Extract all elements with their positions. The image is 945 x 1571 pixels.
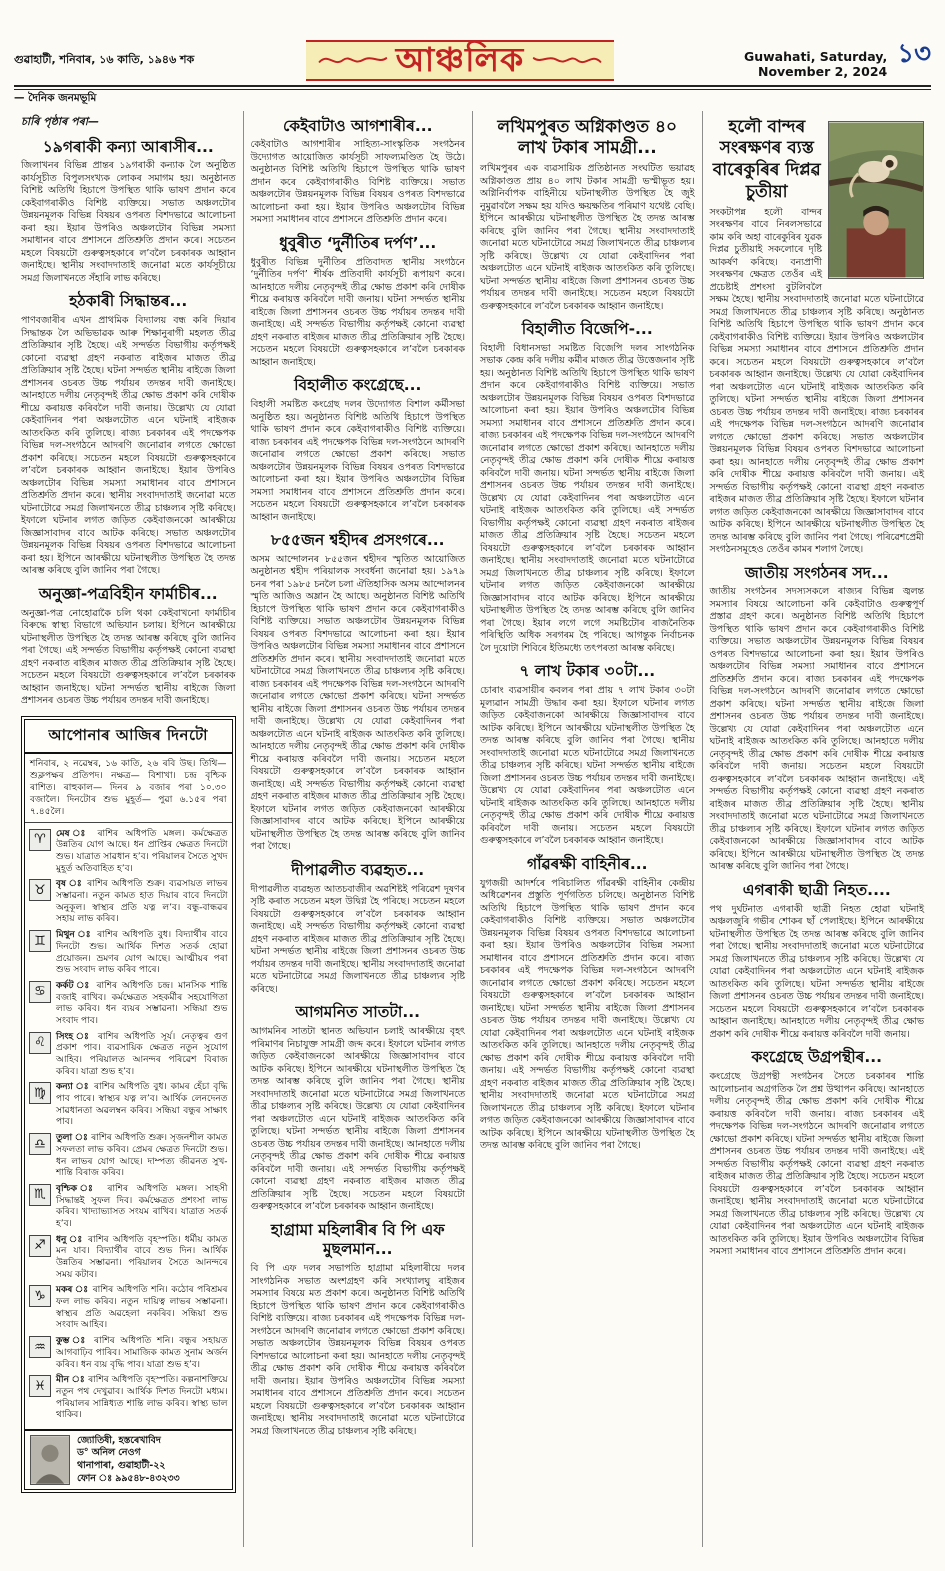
astrologer-name: ড° অনিল নেওগ	[77, 1447, 141, 1459]
virgo-icon: ♍	[29, 1082, 51, 1104]
article-body: যুগজয়ী আদৰ্শৰে পৰিচালিত গাঁৱৰক্ষী বাহিনীৰ কেন্দ্ৰীয় অধিৱেশনৰ প্ৰস্তুতি পূৰ্ণগতিত চলিছে। অনুষ্ঠানত বিশিষ্ট অতিথি হিচাপে উপস্থিত থাকি ভাষণ প্ৰদান কৰে কেইবাগৰাকীও বিশিষ্ট ব্যক্তিয়ে। সভাত অঞ্চলটোৰ উন্নয়নমূলক বিভিন্ন বিষয়ৰ ওপৰত বিশদভাৱে আলোচনা কৰা হয়। ইয়াৰ উপৰিও অঞ্চলটোৰ বিভিন্ন সমস্যা সমাধানৰ বাবে প্ৰশাসনে প্ৰতিশ্ৰুতি প্ৰদান কৰে। ৰাজ্য চৰকাৰৰ এই পদক্ষেপক বিভিন্ন দল-সংগঠনে আদৰণি জনোৱাৰ লগতে ক্ষোভো প্ৰকাশ কৰিছে। সচেতন মহলে বিষয়টো গুৰুত্বসহকাৰে ল’বলৈ চৰকাৰক আহ্বান জনাইছে। ঘটনা সন্দৰ্ভত স্থানীয় ৰাইজে জিলা প্ৰশাসনৰ ওচৰত উচ্চ পৰ্যায়ৰ তদন্তৰ দাবী জনাইছে। উল্লেখ্য যে যোৱা কেইবাদিনৰ পৰা অঞ্চলটোত এনে ঘটনাই ৰাইজক আতংকিত কৰি তুলিছে। আনহাতে দলীয় নেতৃবৃন্দই তীব্ৰ ক্ষোভ প্ৰকাশ কৰি দোষীক শীঘ্ৰে কৰায়ত্ত কৰিবলৈ দাবী জনায়। এই সন্দৰ্ভত বিভাগীয় কৰ্তৃপক্ষই কোনো ব্যৱস্থা গ্ৰহণ নকৰাত ৰাইজৰ মাজত তীব্ৰ প্ৰতিক্ৰিয়াৰ সৃষ্টি হৈছে। স্থানীয় সংবাদদাতাই জনোৱা মতে ঘটনাটোৱে সমগ্ৰ জিলাখনতে তীব্ৰ চাঞ্চল্যৰ সৃষ্টি কৰিছে। ইফালে ঘটনাৰ লগত জড়িত কেইবাজনকো আৰক্ষীয়ে জিজ্ঞাসাবাদৰ বাবে আটক কৰিছে। ইপিনে আৰক্ষীয়ে ঘটনাস্থলীত উপস্থিত হৈ তদন্ত আৰম্ভ কৰিছে বুলি জানিব পৰা গৈছে।	[480, 877, 695, 1152]
header-rule	[14, 85, 931, 90]
horoscope-entries	[25, 823, 232, 1429]
zodiac-sign: কৰ্কট ঃ	[56, 981, 96, 991]
article	[710, 881, 925, 1041]
article-headline: ১৯গৰাকী কন্যা আৰাসীৰ...	[42, 137, 214, 156]
article	[251, 234, 466, 369]
article-body: ধুবুৰীত বিভিন্ন দুৰ্নীতিৰ প্ৰতিবাদত স্থানীয় সংগঠনে ‘দুৰ্নীতিৰ দৰ্পণ’ শীৰ্ষক প্ৰতিবাদী কাৰ্যসূচী ৰূপায়ণ কৰে। আনহাতে দলীয় নেতৃবৃন্দই তীব্ৰ ক্ষোভ প্ৰকাশ কৰি দোষীক শীঘ্ৰে কৰায়ত্ত কৰিবলৈ দাবী জনায়। ঘটনা সন্দৰ্ভত স্থানীয় ৰাইজে জিলা প্ৰশাসনৰ ওচৰত উচ্চ পৰ্যায়ৰ তদন্তৰ দাবী জনাইছে। এই সন্দৰ্ভত বিভাগীয় কৰ্তৃপক্ষই কোনো ব্যৱস্থা গ্ৰহণ নকৰাত ৰাইজৰ মাজত তীব্ৰ প্ৰতিক্ৰিয়াৰ সৃষ্টি হৈছে। সচেতন মহলে বিষয়টো গুৰুত্বসহকাৰে ল’বলৈ চৰকাৰক আহ্বান জনাইছে।	[250, 256, 465, 368]
astrologer-block	[25, 1429, 232, 1489]
article	[480, 662, 695, 847]
article-body: অনুজ্ঞা-পত্ৰ নোহোৱাকৈ চলি থকা কেইবাখনো ফাৰ্মাচীৰ বিৰুদ্ধে স্বাস্থ্য বিভাগে অভিযান চলায়। ইপিনে আৰক্ষীয়ে ঘটনাস্থলীত উপস্থিত হৈ তদন্ত আৰম্ভ কৰিছে বুলি জানিব পৰা গৈছে। এই সন্দৰ্ভত বিভাগীয় কৰ্তৃপক্ষই কোনো ব্যৱস্থা গ্ৰহণ নকৰাত ৰাইজৰ মাজত তীব্ৰ প্ৰতিক্ৰিয়াৰ সৃষ্টি হৈছে। সচেতন মহলে বিষয়টো গুৰুত্বসহকাৰে ল’বলৈ চৰকাৰক আহ্বান জনাইছে। ঘটনা সন্দৰ্ভত স্থানীয় ৰাইজে জিলা প্ৰশাসনৰ ওচৰত উচ্চ পৰ্যায়ৰ তদন্তৰ দাবী জনাইছে।	[21, 607, 236, 707]
zodiac-entry	[29, 879, 228, 926]
zodiac-sign: তুলা ঃ	[56, 1133, 91, 1143]
article-body: পথ দুৰ্ঘটনাত এগৰাকী ছাত্ৰী নিহত হোৱা ঘটনাই অঞ্চলজুৰি গভীৰ শোকৰ ছাঁ পেলাইছে। ইপিনে আৰক্ষীয়ে ঘটনাস্থলীত উপস্থিত হৈ তদন্ত আৰম্ভ কৰিছে বুলি জানিব পৰা গৈছে। স্থানীয় সংবাদদাতাই জনোৱা মতে ঘটনাটোৱে সমগ্ৰ জিলাখনতে তীব্ৰ চাঞ্চল্যৰ সৃষ্টি কৰিছে। উল্লেখ্য যে যোৱা কেইবাদিনৰ পৰা অঞ্চলটোত এনে ঘটনাই ৰাইজক আতংকিত কৰি তুলিছে। ঘটনা সন্দৰ্ভত স্থানীয় ৰাইজে জিলা প্ৰশাসনৰ ওচৰত উচ্চ পৰ্যায়ৰ তদন্তৰ দাবী জনাইছে। সচেতন মহলে বিষয়টো গুৰুত্বসহকাৰে ল’বলৈ চৰকাৰক আহ্বান জনাইছে। আনহাতে দলীয় নেতৃবৃন্দই তীব্ৰ ক্ষোভ প্ৰকাশ কৰি দোষীক শীঘ্ৰে কৰায়ত্ত কৰিবলৈ দাবী জনায়।	[709, 903, 924, 1040]
zodiac-text: ৰাশিৰ অধিপতি শুক্ৰ। সৃজনশীল কামত সফলতা লাভ কৰিব। প্ৰেমৰ ক্ষেত্ৰত দিনটো শুভ। ধন লাভৰ যোগ আছে। দাম্পত্য জীৱনত সুখ-শান্তি বিৰাজ কৰিব।	[56, 1133, 228, 1179]
zodiac-entry	[29, 1336, 228, 1371]
date-english: Guwahati, Saturday, November 2, 2024	[743, 49, 888, 80]
zodiac-sign: কুম্ভ ঃ	[56, 1336, 94, 1346]
libra-icon: ♎	[29, 1133, 51, 1155]
article	[251, 1221, 466, 1439]
article-body: সংকটাপন্ন হলৌ বান্দৰ সংৰক্ষণৰ বাবে নিৰলসভাৱে কাম কৰি অহা বাৰেকুৰিৰ যুৱক দিপ্লৱ চুতীয়াই সকলোৰে দৃষ্টি আকৰ্ষণ কৰিছে। বন্যপ্ৰাণী সংৰক্ষণৰ ক্ষেত্ৰত তেওঁৰ এই প্ৰচেষ্টাই প্ৰশংসা বুটলিবলৈ সক্ষম হৈছে। স্থানীয় সংবাদদাতাই জনোৱা মতে ঘটনাটোৱে সমগ্ৰ জিলাখনতে তীব্ৰ চাঞ্চল্যৰ সৃষ্টি কৰিছে। অনুষ্ঠানত বিশিষ্ট অতিথি হিচাপে উপস্থিত থাকি ভাষণ প্ৰদান কৰে কেইবাগৰাকীও বিশিষ্ট ব্যক্তিয়ে। ইয়াৰ উপৰিও অঞ্চলটোৰ বিভিন্ন সমস্যা সমাধানৰ বাবে প্ৰশাসনে প্ৰতিশ্ৰুতি প্ৰদান কৰে। সচেতন মহলে বিষয়টো গুৰুত্বসহকাৰে ল’বলৈ চৰকাৰক আহ্বান জনাইছে। উল্লেখ্য যে যোৱা কেইবাদিনৰ পৰা অঞ্চলটোত এনে ঘটনাই ৰাইজক আতংকিত কৰি তুলিছে। ঘটনা সন্দৰ্ভত স্থানীয় ৰাইজে জিলা প্ৰশাসনৰ ওচৰত উচ্চ পৰ্যায়ৰ তদন্তৰ দাবী জনাইছে। ৰাজ্য চৰকাৰৰ এই পদক্ষেপক বিভিন্ন দল-সংগঠনে আদৰণি জনোৱাৰ লগতে ক্ষোভো প্ৰকাশ কৰিছে। সভাত অঞ্চলটোৰ উন্নয়নমূলক বিভিন্ন বিষয়ৰ ওপৰত বিশদভাৱে আলোচনা কৰা হয়। আনহাতে দলীয় নেতৃবৃন্দই তীব্ৰ ক্ষোভ প্ৰকাশ কৰি দোষীক শীঘ্ৰে কৰায়ত্ত কৰিবলৈ দাবী জনায়। এই সন্দৰ্ভত বিভাগীয় কৰ্তৃপক্ষই কোনো ব্যৱস্থা গ্ৰহণ নকৰাত ৰাইজৰ মাজত তীব্ৰ প্ৰতিক্ৰিয়াৰ সৃষ্টি হৈছে। ইফালে ঘটনাৰ লগত জড়িত কেইবাজনকো আৰক্ষীয়ে জিজ্ঞাসাবাদৰ বাবে আটক কৰিছে। ইপিনে আৰক্ষীয়ে ঘটনাস্থলীত উপস্থিত হৈ তদন্ত আৰম্ভ কৰিছে বুলি জানিব পৰা গৈছে। পৰিৱেশপ্ৰেমী সংগঠনসমূহেও তেওঁৰ কামৰ শলাগ লৈছে।	[709, 206, 924, 556]
article-headline: বিহালীত বিজেপি-...	[521, 320, 653, 339]
zodiac-text: ৰাশিৰ অধিপতি সূৰ্য। নেতৃত্বৰ গুণ প্ৰকাশ পাব। ব্যৱসায়িক ক্ষেত্ৰত নতুন সুযোগ আহিব। পৰিয়ালত আনন্দৰ পৰিৱেশ বিৰাজ কৰিব। যাত্ৰা শুভ হ’ব।	[56, 1031, 228, 1077]
scorpio-icon: ♏	[29, 1184, 51, 1206]
article-body: চোৰাং ব্যৱসায়ীৰ কবলৰ পৰা প্ৰায় ৭ লাখ টকাৰ ৩০টা মূল্যৱান সামগ্ৰী উদ্ধাৰ কৰা হয়। ইফালে ঘটনাৰ লগত জড়িত কেইবাজনকো আৰক্ষীয়ে জিজ্ঞাসাবাদৰ বাবে আটক কৰিছে। ইপিনে আৰক্ষীয়ে ঘটনাস্থলীত উপস্থিত হৈ তদন্ত আৰম্ভ কৰিছে বুলি জানিব পৰা গৈছে। স্থানীয় সংবাদদাতাই জনোৱা মতে ঘটনাটোৱে সমগ্ৰ জিলাখনতে তীব্ৰ চাঞ্চল্যৰ সৃষ্টি কৰিছে। ঘটনা সন্দৰ্ভত স্থানীয় ৰাইজে জিলা প্ৰশাসনৰ ওচৰত উচ্চ পৰ্যায়ৰ তদন্তৰ দাবী জনাইছে। উল্লেখ্য যে যোৱা কেইবাদিনৰ পৰা অঞ্চলটোত এনে ঘটনাই ৰাইজক আতংকিত কৰি তুলিছে। আনহাতে দলীয় নেতৃবৃন্দই তীব্ৰ ক্ষোভ প্ৰকাশ কৰি দোষীক শীঘ্ৰে কৰায়ত্ত কৰিবলৈ দাবী জনায়। সচেতন মহলে বিষয়টো গুৰুত্বসহকাৰে ল’বলৈ চৰকাৰক আহ্বান জনাইছে।	[480, 685, 695, 847]
article-headline: দীপাৱলীত ব্যৱহৃত...	[291, 860, 425, 879]
sagittarius-icon: ♐	[29, 1235, 51, 1257]
zodiac-sign: মীন ঃ	[56, 1375, 88, 1385]
article-body: কেইবাটাও আগশাৰীৰ সাহিত্য-সাংস্কৃতিক সংগঠনৰ উদ্যোগত আয়োজিত কাৰ্যসূচী সাফল্যমণ্ডিত হৈ উঠে। অনুষ্ঠানত বিশিষ্ট অতিথি হিচাপে উপস্থিত থাকি ভাষণ প্ৰদান কৰে কেইবাগৰাকীও বিশিষ্ট ব্যক্তিয়ে। সভাত অঞ্চলটোৰ উন্নয়নমূলক বিভিন্ন বিষয়ৰ ওপৰত বিশদভাৱে আলোচনা কৰা হয়। ইয়াৰ উপৰিও অঞ্চলটোৰ বিভিন্ন সমস্যা সমাধানৰ বাবে প্ৰশাসনে প্ৰতিশ্ৰুতি প্ৰদান কৰে।	[250, 139, 465, 226]
column-4	[702, 111, 932, 1547]
article	[251, 1003, 466, 1213]
article-body: লখিমপুৰৰ এক ব্যৱসায়িক প্ৰতিষ্ঠানত সংঘটিত ভয়াৱহ অগ্নিকাণ্ডত প্ৰায় ৪০ লাখ টকাৰ সামগ্ৰী ভস্মীভূত হয়। অগ্নিনিৰ্বাপক বাহিনীয়ে ঘটনাস্থলীত উপস্থিত হৈ জুই নুমুৱাবলৈ সক্ষম হয় যদিও ক্ষয়ক্ষতিৰ পৰিমাণ যথেষ্ট বেছি। ইপিনে আৰক্ষীয়ে ঘটনাস্থলীত উপস্থিত হৈ তদন্ত আৰম্ভ কৰিছে বুলি জানিব পৰা গৈছে। স্থানীয় সংবাদদাতাই জনোৱা মতে ঘটনাটোৱে সমগ্ৰ জিলাখনতে তীব্ৰ চাঞ্চল্যৰ সৃষ্টি কৰিছে। উল্লেখ্য যে যোৱা কেইবাদিনৰ পৰা অঞ্চলটোত এনে ঘটনাই ৰাইজক আতংকিত কৰি তুলিছে। ঘটনা সন্দৰ্ভত স্থানীয় ৰাইজে জিলা প্ৰশাসনৰ ওচৰত উচ্চ পৰ্যায়ৰ তদন্তৰ দাবী জনাইছে। সচেতন মহলে বিষয়টো গুৰুত্বসহকাৰে ল’বলৈ চৰকাৰক আহ্বান জনাইছে।	[480, 163, 695, 312]
article-body: জিলাখনৰ বিভিন্ন প্ৰান্তৰ ১৯গৰাকী কন্যাক লৈ অনুষ্ঠিত কাৰ্যসূচীত বিপুলসংখ্যক লোকৰ সমাগম হয়। অনুষ্ঠানত বিশিষ্ট অতিথি হিচাপে উপস্থিত থাকি ভাষণ প্ৰদান কৰে কেইবাগৰাকীও বিশিষ্ট ব্যক্তিয়ে। সভাত অঞ্চলটোৰ উন্নয়নমূলক বিভিন্ন বিষয়ৰ ওপৰত বিশদভাৱে আলোচনা কৰা হয়। ইয়াৰ উপৰিও অঞ্চলটোৰ বিভিন্ন সমস্যা সমাধানৰ বাবে প্ৰশাসনে প্ৰতিশ্ৰুতি প্ৰদান কৰে। সচেতন মহলে বিষয়টো গুৰুত্বসহকাৰে ল’বলৈ চৰকাৰক আহ্বান জনাইছে। স্থানীয় সংবাদদাতাই জনোৱা মতে কাৰ্যসূচীয়ে সমগ্ৰ জিলাখনতে সঁহাৰি লাভ কৰিছে।	[21, 160, 236, 284]
article-body: বিহালী সমষ্টিত কংগ্ৰেছ দলৰ উদ্যোগত বিশাল কৰ্মীসভা অনুষ্ঠিত হয়। অনুষ্ঠানত বিশিষ্ট অতিথি হিচাপে উপস্থিত থাকি ভাষণ প্ৰদান কৰে কেইবাগৰাকীও বিশিষ্ট ব্যক্তিয়ে। ৰাজ্য চৰকাৰৰ এই পদক্ষেপক বিভিন্ন দল-সংগঠনে আদৰণি জনোৱাৰ লগতে ক্ষোভো প্ৰকাশ কৰিছে। সভাত অঞ্চলটোৰ উন্নয়নমূলক বিভিন্ন বিষয়ৰ ওপৰত বিশদভাৱে আলোচনা কৰা হয়। ইয়াৰ উপৰিও অঞ্চলটোৰ বিভিন্ন সমস্যা সমাধানৰ বাবে প্ৰশাসনে প্ৰতিশ্ৰুতি প্ৰদান কৰে। সচেতন মহলে বিষয়টো গুৰুত্বসহকাৰে ল’বলৈ চৰকাৰক আহ্বান জনাইছে।	[250, 399, 465, 523]
article-body: আগমনিৰ সাতটা স্থানত অভিযান চলাই আৰক্ষীয়ে বৃহৎ পৰিমাণৰ নিচাযুক্ত সামগ্ৰী জব্দ কৰে। ইফালে ঘটনাৰ লগত জড়িত কেইবাজনকো আৰক্ষীয়ে জিজ্ঞাসাবাদৰ বাবে আটক কৰিছে। ইপিনে আৰক্ষীয়ে ঘটনাস্থলীত উপস্থিত হৈ তদন্ত আৰম্ভ কৰিছে বুলি জানিব পৰা গৈছে। স্থানীয় সংবাদদাতাই জনোৱা মতে ঘটনাটোৱে সমগ্ৰ জিলাখনতে তীব্ৰ চাঞ্চল্যৰ সৃষ্টি কৰিছে। উল্লেখ্য যে যোৱা কেইবাদিনৰ পৰা অঞ্চলটোত এনে ঘটনাই ৰাইজক আতংকিত কৰি তুলিছে। ঘটনা সন্দৰ্ভত স্থানীয় ৰাইজে জিলা প্ৰশাসনৰ ওচৰত উচ্চ পৰ্যায়ৰ তদন্তৰ দাবী জনাইছে। আনহাতে দলীয় নেতৃবৃন্দই তীব্ৰ ক্ষোভ প্ৰকাশ কৰি দোষীক শীঘ্ৰে কৰায়ত্ত কৰিবলৈ দাবী জনায়। এই সন্দৰ্ভত বিভাগীয় কৰ্তৃপক্ষই কোনো ব্যৱস্থা গ্ৰহণ নকৰাত ৰাইজৰ মাজত তীব্ৰ প্ৰতিক্ৰিয়াৰ সৃষ্টি হৈছে। সচেতন মহলে বিষয়টো গুৰুত্বসহকাৰে ল’বলৈ চৰকাৰক আহ্বান জনাইছে।	[250, 1026, 465, 1213]
article-body: দীপাৱলীত ব্যৱহৃত আতচবাজীৰ অৱশিষ্টই পৰিৱেশ দূষণৰ সৃষ্টি কৰাত সচেতন মহল উদ্বিগ্ন হৈ পৰিছে। সচেতন মহলে বিষয়টো গুৰুত্বসহকাৰে ল’বলৈ চৰকাৰক আহ্বান জনাইছে। এই সন্দৰ্ভত বিভাগীয় কৰ্তৃপক্ষই কোনো ব্যৱস্থা গ্ৰহণ নকৰাত ৰাইজৰ মাজত তীব্ৰ প্ৰতিক্ৰিয়াৰ সৃষ্টি হৈছে। ঘটনা সন্দৰ্ভত স্থানীয় ৰাইজে জিলা প্ৰশাসনৰ ওচৰত উচ্চ পৰ্যায়ৰ তদন্তৰ দাবী জনাইছে। স্থানীয় সংবাদদাতাই জনোৱা মতে ঘটনাটোৱে সমগ্ৰ জিলাখনতে তীব্ৰ চাঞ্চল্যৰ সৃষ্টি কৰিছে।	[250, 883, 465, 995]
article-body: অসম আন্দোলনৰ ৮৫৫জন শ্বহীদৰ স্মৃতিত আয়োজিত অনুষ্ঠানত শ্বহীদ পৰিয়ালক সংবৰ্ধনা জনোৱা হয়। ১৯৭৯ চনৰ পৰা ১৯৮৫ চনলৈ চলা ঐতিহাসিক অসম আন্দোলনৰ স্মৃতি আজিও অম্লান হৈ আছে। অনুষ্ঠানত বিশিষ্ট অতিথি হিচাপে উপস্থিত থাকি ভাষণ প্ৰদান কৰে কেইবাগৰাকীও বিশিষ্ট ব্যক্তিয়ে। সভাত অঞ্চলটোৰ উন্নয়নমূলক বিভিন্ন বিষয়ৰ ওপৰত বিশদভাৱে আলোচনা কৰা হয়। ইয়াৰ উপৰিও অঞ্চলটোৰ বিভিন্ন সমস্যা সমাধানৰ বাবে প্ৰশাসনে প্ৰতিশ্ৰুতি প্ৰদান কৰে। স্থানীয় সংবাদদাতাই জনোৱা মতে ঘটনাটোৱে সমগ্ৰ জিলাখনতে তীব্ৰ চাঞ্চল্যৰ সৃষ্টি কৰিছে। ৰাজ্য চৰকাৰৰ এই পদক্ষেপক বিভিন্ন দল-সংগঠনে আদৰণি জনোৱাৰ লগতে ক্ষোভো প্ৰকাশ কৰিছে। ঘটনা সন্দৰ্ভত স্থানীয় ৰাইজে জিলা প্ৰশাসনৰ ওচৰত উচ্চ পৰ্যায়ৰ তদন্তৰ দাবী জনাইছে। উল্লেখ্য যে যোৱা কেইবাদিনৰ পৰা অঞ্চলটোত এনে ঘটনাই ৰাইজক আতংকিত কৰি তুলিছে। আনহাতে দলীয় নেতৃবৃন্দই তীব্ৰ ক্ষোভ প্ৰকাশ কৰি দোষীক শীঘ্ৰে কৰায়ত্ত কৰিবলৈ দাবী জনায়। সচেতন মহলে বিষয়টো গুৰুত্বসহকাৰে ল’বলৈ চৰকাৰক আহ্বান জনাইছে। এই সন্দৰ্ভত বিভাগীয় কৰ্তৃপক্ষই কোনো ব্যৱস্থা গ্ৰহণ নকৰাত ৰাইজৰ মাজত তীব্ৰ প্ৰতিক্ৰিয়াৰ সৃষ্টি হৈছে। ইফালে ঘটনাৰ লগত জড়িত কেইবাজনকো আৰক্ষীয়ে জিজ্ঞাসাবাদৰ বাবে আটক কৰিছে। ইপিনে আৰক্ষীয়ে ঘটনাস্থলীত উপস্থিত হৈ তদন্ত আৰম্ভ কৰিছে বুলি জানিব পৰা গৈছে।	[250, 553, 465, 853]
article-headline: অনুজ্ঞা-পত্ৰবিহীন ফাৰ্মাচীৰ...	[38, 584, 218, 603]
zodiac-entry	[29, 1082, 228, 1129]
article-headline: ৮৫৫জন শ্বহীদৰ প্ৰসংগৰে...	[270, 531, 445, 550]
article-headline: গাঁৱৰক্ষী বাহিনীৰ...	[526, 854, 648, 873]
gemini-icon: ♊	[29, 930, 51, 952]
article	[710, 564, 925, 874]
article	[21, 585, 236, 708]
zodiac-entry	[29, 1184, 228, 1231]
taurus-icon: ♉	[29, 879, 51, 901]
article	[251, 376, 466, 524]
article-headline: ধুবুৰীত ‘দুৰ্নীতিৰ দৰ্পণ’...	[279, 233, 437, 252]
article-body: বিহালী বিধানসভা সমষ্টিত বিজেপি দলৰ সাংগঠনিক সভাক কেন্দ্ৰ কৰি দলীয় কৰ্মীৰ মাজত তীব্ৰ উত্তেজনাৰ সৃষ্টি হয়। অনুষ্ঠানত বিশিষ্ট অতিথি হিচাপে উপস্থিত থাকি ভাষণ প্ৰদান কৰে কেইবাগৰাকীও বিশিষ্ট ব্যক্তিয়ে। সভাত অঞ্চলটোৰ উন্নয়নমূলক বিভিন্ন বিষয়ৰ ওপৰত বিশদভাৱে আলোচনা কৰা হয়। ইয়াৰ উপৰিও অঞ্চলটোৰ বিভিন্ন সমস্যা সমাধানৰ বাবে প্ৰশাসনে প্ৰতিশ্ৰুতি প্ৰদান কৰে। ৰাজ্য চৰকাৰৰ এই পদক্ষেপক বিভিন্ন দল-সংগঠনে আদৰণি জনোৱাৰ লগতে ক্ষোভো প্ৰকাশ কৰিছে। আনহাতে দলীয় নেতৃবৃন্দই তীব্ৰ ক্ষোভ প্ৰকাশ কৰি দোষীক শীঘ্ৰে কৰায়ত্ত কৰিবলৈ দাবী জনায়। ঘটনা সন্দৰ্ভত স্থানীয় ৰাইজে জিলা প্ৰশাসনৰ ওচৰত উচ্চ পৰ্যায়ৰ তদন্তৰ দাবী জনাইছে। উল্লেখ্য যে যোৱা কেইবাদিনৰ পৰা অঞ্চলটোত এনে ঘটনাই ৰাইজক আতংকিত কৰি তুলিছে। এই সন্দৰ্ভত বিভাগীয় কৰ্তৃপক্ষই কোনো ব্যৱস্থা গ্ৰহণ নকৰাত ৰাইজৰ মাজত তীব্ৰ প্ৰতিক্ৰিয়াৰ সৃষ্টি হৈছে। সচেতন মহলে বিষয়টো গুৰুত্বসহকাৰে ল’বলৈ চৰকাৰক আহ্বান জনাইছে। স্থানীয় সংবাদদাতাই জনোৱা মতে ঘটনাটোৱে সমগ্ৰ জিলাখনতে তীব্ৰ চাঞ্চল্যৰ সৃষ্টি কৰিছে। ইফালে ঘটনাৰ লগত জড়িত কেইবাজনকো আৰক্ষীয়ে জিজ্ঞাসাবাদৰ বাবে আটক কৰিছে। ইপিনে আৰক্ষীয়ে ঘটনাস্থলীত উপস্থিত হৈ তদন্ত আৰম্ভ কৰিছে বুলি জানিব পৰা গৈছে। ইয়াৰ লগে লগে সমষ্টিটোৰ ৰাজনৈতিক পৰিস্থিতি অধিক সৰগৰম হৈ পৰিছে। আগন্তুক নিৰ্বাচনক লৈ দুয়োটা শিবিৰে ইতিমধ্যে তৎপৰতা আৰম্ভ কৰিছে।	[480, 342, 695, 654]
paper-name: — দৈনিক জনমভূমি	[14, 91, 97, 104]
zodiac-text: ৰাশিৰ অধিপতি বুধ। কামৰ হেঁচা বৃদ্ধি পাব পাৰে। স্বাস্থ্যৰ যত্ন ল’ব। আৰ্থিক লেনদেনত সাৱধানতা অৱলম্বন কৰিব। সন্ধিয়া বন্ধুৰ সাক্ষাৎ পাব।	[56, 1082, 228, 1128]
page-number: ১৩	[897, 39, 931, 70]
continuation-note: চাৰি পৃষ্ঠাৰ পৰা—	[21, 114, 99, 128]
article	[251, 531, 466, 854]
zodiac-text: ৰাশিৰ অধিপতি মঙ্গল। সাহসী সিদ্ধান্তই সুফল দিব। কৰ্মক্ষেত্ৰত প্ৰশংসা লাভ কৰিব। খাদ্যাভ্যাসত সংযম ৰাখিব। যাত্ৰাত সতৰ্ক হ’ব।	[56, 1183, 228, 1229]
zodiac-entry	[29, 1375, 228, 1422]
zodiac-text: ৰাশিৰ অধিপতি শনি। কঠোৰ পৰিশ্ৰমৰ ফল লাভ কৰিব। নতুন দায়িত্ব লাভৰ সম্ভাৱনা। স্বাস্থ্যৰ প্ৰতি অৱহেলা নকৰিব। সন্ধিয়া শুভ সংবাদ আহিব।	[56, 1285, 228, 1331]
header-right	[681, 41, 931, 79]
zodiac-text: ৰাশিৰ অধিপতি মঙ্গল। কৰ্মক্ষেত্ৰত উন্নতিৰ যোগ আছে। ধন প্ৰাপ্তিৰ ক্ষেত্ৰত দিনটো শুভ। যাত্ৰাত সাৱধান হ’ব। পৰিয়ালৰ সৈতে সুখদ মুহূৰ্ত অতিবাহিত হ’ব।	[56, 828, 228, 874]
article	[480, 320, 695, 655]
zodiac-text: ৰাশিৰ অধিপতি শনি। বন্ধুৰ সহায়ত আগবাঢ়িব পাৰিব। সামাজিক কামত সুনাম অৰ্জন কৰিব। ধন ব্যয় বৃদ্ধি পাব। যাত্ৰা শুভ হ’ব।	[56, 1336, 228, 1370]
article	[480, 117, 695, 314]
masthead-title: আঞ্চলিক	[395, 40, 525, 79]
horoscope-box	[21, 716, 236, 1494]
horoscope-intro: শনিবাৰ, ২ নৱেম্বৰ, ১৬ কাতি, ২৬ ৰবি উছ। তিথি— শুক্লপক্ষৰ প্ৰতিপদ। নক্ষত্ৰ— বিশাখা। চন্দ্ৰ বৃশ্চিক ৰাশিত। ৰাহুকাল— দিনৰ ৯ বজাৰ পৰা ১০.৩০ বজালৈ। দিনটোৰ শুভ মুহূৰ্ত— পুৱা ৬.১৫ৰ পৰা ৭.৪৫লৈ।	[25, 754, 232, 823]
zodiac-sign: মেষ ঃ	[56, 829, 97, 839]
zodiac-text: ৰাশিৰ অধিপতি বুধ। বিদ্যাৰ্থীৰ বাবে দিনটো শুভ। আৰ্থিক দিশত সতৰ্ক হোৱা প্ৰয়োজন। ভ্ৰমণৰ যোগ আছে। আত্মীয়ৰ পৰা শুভ সংবাদ লাভ কৰিব পাৰে।	[56, 930, 228, 976]
masthead-ornament-left-icon	[316, 50, 388, 70]
capricorn-icon: ♑	[29, 1285, 51, 1307]
article	[480, 855, 695, 1153]
zodiac-sign: মকৰ ঃ	[56, 1285, 93, 1295]
zodiac-sign: সিংহ ঃ	[56, 1032, 98, 1042]
leo-icon: ♌	[29, 1032, 51, 1054]
column-3	[472, 111, 702, 1547]
article-body: জাতীয় সংগঠনৰ সদস্যসকলে ৰাজ্যৰ বিভিন্ন জ্বলন্ত সমস্যাৰ বিষয়ে আলোচনা কৰি কেইবাটাও গুৰুত্বপূৰ্ণ প্ৰস্তাৱ গ্ৰহণ কৰে। অনুষ্ঠানত বিশিষ্ট অতিথি হিচাপে উপস্থিত থাকি ভাষণ প্ৰদান কৰে কেইবাগৰাকীও বিশিষ্ট ব্যক্তিয়ে। সভাত অঞ্চলটোৰ উন্নয়নমূলক বিভিন্ন বিষয়ৰ ওপৰত বিশদভাৱে আলোচনা কৰা হয়। ইয়াৰ উপৰিও অঞ্চলটোৰ বিভিন্ন সমস্যা সমাধানৰ বাবে প্ৰশাসনে প্ৰতিশ্ৰুতি প্ৰদান কৰে। ৰাজ্য চৰকাৰৰ এই পদক্ষেপক বিভিন্ন দল-সংগঠনে আদৰণি জনোৱাৰ লগতে ক্ষোভো প্ৰকাশ কৰিছে। ঘটনা সন্দৰ্ভত স্থানীয় ৰাইজে জিলা প্ৰশাসনৰ ওচৰত উচ্চ পৰ্যায়ৰ তদন্তৰ দাবী জনাইছে। উল্লেখ্য যে যোৱা কেইবাদিনৰ পৰা অঞ্চলটোত এনে ঘটনাই ৰাইজক আতংকিত কৰি তুলিছে। আনহাতে দলীয় নেতৃবৃন্দই তীব্ৰ ক্ষোভ প্ৰকাশ কৰি দোষীক শীঘ্ৰে কৰায়ত্ত কৰিবলৈ দাবী জনায়। সচেতন মহলে বিষয়টো গুৰুত্বসহকাৰে ল’বলৈ চৰকাৰক আহ্বান জনাইছে। এই সন্দৰ্ভত বিভাগীয় কৰ্তৃপক্ষই কোনো ব্যৱস্থা গ্ৰহণ নকৰাত ৰাইজৰ মাজত তীব্ৰ প্ৰতিক্ৰিয়াৰ সৃষ্টি হৈছে। স্থানীয় সংবাদদাতাই জনোৱা মতে ঘটনাটোৱে সমগ্ৰ জিলাখনতে তীব্ৰ চাঞ্চল্যৰ সৃষ্টি কৰিছে। ইফালে ঘটনাৰ লগত জড়িত কেইবাজনকো আৰক্ষীয়ে জিজ্ঞাসাবাদৰ বাবে আটক কৰিছে। ইপিনে আৰক্ষীয়ে ঘটনাস্থলীত উপস্থিত হৈ তদন্ত আৰম্ভ কৰিছে বুলি জানিব পৰা গৈছে।	[709, 586, 924, 873]
article-headline: বিহালীত কংগ্ৰেছে...	[294, 376, 422, 395]
zodiac-sign: ধনু ঃ	[56, 1235, 88, 1245]
zodiac-sign: মিথুন ঃ	[56, 930, 97, 940]
article	[21, 138, 236, 286]
article-headline: কংগ্ৰেছে উগ্ৰপন্থীৰ...	[751, 1048, 883, 1067]
astrologer-title: জ্যোতিষী, হস্তৰেখাবিদ	[77, 1434, 161, 1446]
masthead-band	[306, 40, 614, 81]
article	[21, 292, 236, 577]
zodiac-sign: বৃশ্চিক ঃ	[56, 1184, 107, 1194]
zodiac-sign: বৃষ ঃ	[56, 879, 87, 889]
article-body: পাণবজাৰীৰ এখন প্ৰাথমিক বিদ্যালয় বন্ধ কৰি দিয়াৰ সিদ্ধান্তক লৈ অভিভাৱক আৰু শিক্ষানুৰাগী মহলত তীব্ৰ প্ৰতিক্ৰিয়াৰ সৃষ্টি হৈছে। এই সন্দৰ্ভত বিভাগীয় কৰ্তৃপক্ষই কোনো ব্যৱস্থা গ্ৰহণ নকৰাত ৰাইজৰ মাজত তীব্ৰ প্ৰতিক্ৰিয়াৰ সৃষ্টি হৈছে। ঘটনা সন্দৰ্ভত স্থানীয় ৰাইজে জিলা প্ৰশাসনৰ ওচৰত উচ্চ পৰ্যায়ৰ তদন্তৰ দাবী জনাইছে। আনহাতে দলীয় নেতৃবৃন্দই তীব্ৰ ক্ষোভ প্ৰকাশ কৰি দোষীক শীঘ্ৰে কৰায়ত্ত কৰিবলৈ দাবী জনায়। উল্লেখ্য যে যোৱা কেইবাদিনৰ পৰা অঞ্চলটোত এনে ঘটনাই ৰাইজক আতংকিত কৰি তুলিছে। ৰাজ্য চৰকাৰৰ এই পদক্ষেপক বিভিন্ন দল-সংগঠনে আদৰণি জনোৱাৰ লগতে ক্ষোভো প্ৰকাশ কৰিছে। সচেতন মহলে বিষয়টো গুৰুত্বসহকাৰে ল’বলৈ চৰকাৰক আহ্বান জনাইছে। ইয়াৰ উপৰিও অঞ্চলটোৰ বিভিন্ন সমস্যা সমাধানৰ বাবে প্ৰশাসনে প্ৰতিশ্ৰুতি প্ৰদান কৰে। স্থানীয় সংবাদদাতাই জনোৱা মতে ঘটনাটোৱে সমগ্ৰ জিলাখনতে তীব্ৰ চাঞ্চল্যৰ সৃষ্টি কৰিছে। ইফালে ঘটনাৰ লগত জড়িত কেইবাজনকো আৰক্ষীয়ে জিজ্ঞাসাবাদৰ বাবে আটক কৰিছে। সভাত অঞ্চলটোৰ উন্নয়নমূলক বিভিন্ন বিষয়ৰ ওপৰত বিশদভাৱে আলোচনা কৰা হয়। ইপিনে আৰক্ষীয়ে ঘটনাস্থলীত উপস্থিত হৈ তদন্ত আৰম্ভ কৰিছে বুলি জানিব পৰা গৈছে।	[21, 315, 236, 577]
zodiac-entry	[29, 1133, 228, 1180]
article-headline: জাতীয় সংগঠনৰ সদ...	[744, 563, 889, 582]
masthead-ornament-right-icon	[532, 50, 604, 70]
page-header	[14, 40, 931, 81]
zodiac-text: ৰাশিৰ অধিপতি চন্দ্ৰ। মানসিক শান্তি বজাই ৰাখিব। কৰ্মক্ষেত্ৰত সহকৰ্মীৰ সহযোগিতা লাভ কৰিব। ধন ব্যয়ৰ সম্ভাৱনা। সন্ধিয়া শুভ সংবাদ পাব।	[56, 980, 228, 1026]
article-body: বি পি এফ দলৰ সভাপতি হাগ্ৰামা মহিলাৰীয়ে দলৰ সাংগঠনিক সভাত অংশগ্ৰহণ কৰি সংখ্যালঘু ৰাইজৰ সমস্যাৰ বিষয়ে মত প্ৰকাশ কৰে। অনুষ্ঠানত বিশিষ্ট অতিথি হিচাপে উপস্থিত থাকি ভাষণ প্ৰদান কৰে কেইবাগৰাকীও বিশিষ্ট ব্যক্তিয়ে। ৰাজ্য চৰকাৰৰ এই পদক্ষেপক বিভিন্ন দল-সংগঠনে আদৰণি জনোৱাৰ লগতে ক্ষোভো প্ৰকাশ কৰিছে। সভাত অঞ্চলটোৰ উন্নয়নমূলক বিভিন্ন বিষয়ৰ ওপৰত বিশদভাৱে আলোচনা কৰা হয়। আনহাতে দলীয় নেতৃবৃন্দই তীব্ৰ ক্ষোভ প্ৰকাশ কৰি দোষীক শীঘ্ৰে কৰায়ত্ত কৰিবলৈ দাবী জনায়। ইয়াৰ উপৰিও অঞ্চলটোৰ বিভিন্ন সমস্যা সমাধানৰ বাবে প্ৰশাসনে প্ৰতিশ্ৰুতি প্ৰদান কৰে। সচেতন মহলে বিষয়টো গুৰুত্বসহকাৰে ল’বলৈ চৰকাৰক আহ্বান জনাইছে। স্থানীয় সংবাদদাতাই জনোৱা মতে ঘটনাটোৱে সমগ্ৰ জিলাখনতে তীব্ৰ চাঞ্চল্যৰ সৃষ্টি কৰিছে।	[250, 1263, 465, 1437]
astrologer-photo	[30, 1435, 70, 1485]
article-headline: হলৌ বান্দৰ সংৰক্ষণৰ ব্যস্ত বাৰেকুৰিৰ দিপ্লৱ চুতীয়া	[712, 116, 821, 202]
monkey-photo	[828, 121, 924, 279]
pisces-icon: ♓	[29, 1375, 51, 1397]
aries-icon: ♈	[29, 829, 51, 851]
zodiac-entry	[29, 1285, 228, 1332]
zodiac-text: ৰাশিৰ অধিপতি বৃহস্পতি। ধৰ্মীয় কামত মন যাব। বিদ্যাৰ্থীৰ বাবে শুভ দিন। আৰ্থিক উন্নতিৰ সম্ভাৱনা। পৰিয়ালৰ সৈতে আনন্দৰে সময় কটাব।	[56, 1234, 228, 1280]
article	[251, 861, 466, 996]
article-headline: আগমনিত সাতটা...	[295, 1003, 421, 1022]
aquarius-icon: ♒	[29, 1336, 51, 1358]
article-headline: ৭ লাখ টকাৰ ৩০টা...	[519, 662, 656, 681]
masthead	[239, 40, 681, 81]
article-headline: হাগ্ৰামা মহিলাৰীৰ বি পি এফ মুছলমান...	[270, 1220, 445, 1259]
article-headline: এগৰাকী ছাত্ৰী নিহত....	[742, 880, 891, 899]
article	[710, 1048, 925, 1258]
article-headline: কেইবাটাও আগশাৰীৰ...	[282, 116, 433, 135]
zodiac-sign: কন্যা ঃ	[56, 1082, 94, 1092]
zodiac-entry	[29, 930, 228, 977]
zodiac-entry	[29, 1032, 228, 1079]
columns	[14, 111, 931, 1547]
zodiac-entry	[29, 1235, 228, 1282]
zodiac-entry	[29, 829, 228, 876]
date-assamese: গুৱাহাটী, শনিবাৰ, ১৬ কাতি, ১৯৪৬ শক	[14, 52, 195, 66]
article-headline: হঠকাৰী সিদ্ধান্তৰ...	[69, 292, 188, 311]
article	[710, 117, 925, 557]
zodiac-text: ৰাশিৰ অধিপতি বৃহস্পতি। কল্পনাশক্তিয়ে নতুন পথ দেখুৱাব। আৰ্থিক দিশত দিনটো মধ্যম। পৰিয়ালৰ সান্নিধ্যত শান্তি লাভ কৰিব। স্বাস্থ্য ভাল থাকিব।	[56, 1375, 228, 1421]
column-1	[14, 111, 243, 1547]
article-headline: লখিমপুৰত অগ্নিকাণ্ডত ৪০ লাখ টকাৰ সামগ্ৰী...	[497, 116, 678, 159]
article	[251, 117, 466, 227]
zodiac-entry	[29, 981, 228, 1028]
astrologer-address: থানাপাৰা, গুৱাহাটী-২২	[77, 1460, 166, 1472]
astrologer-phone: ফোন ঃ ৯৯৫৪৮-৪৩২৩৩	[77, 1472, 180, 1484]
zodiac-text: ৰাশিৰ অধিপতি শুক্ৰ। ব্যৱসায়ত লাভৰ সম্ভাৱনা। নতুন কামত হাত দিয়াৰ বাবে দিনটো অনুকূল। স্বাস্থ্যৰ প্ৰতি যত্ন ল’ব। বন্ধু-বান্ধৱৰ সহায় লাভ কৰিব।	[56, 879, 228, 925]
cancer-icon: ♋	[29, 981, 51, 1003]
article-body: কংগ্ৰেছে উগ্ৰপন্থী সংগঠনৰ সৈতে চৰকাৰৰ শান্তি আলোচনাৰ অগ্ৰগতিক লৈ প্ৰশ্ন উত্থাপন কৰিছে। আনহাতে দলীয় নেতৃবৃন্দই তীব্ৰ ক্ষোভ প্ৰকাশ কৰি দোষীক শীঘ্ৰে কৰায়ত্ত কৰিবলৈ দাবী জনায়। ৰাজ্য চৰকাৰৰ এই পদক্ষেপক বিভিন্ন দল-সংগঠনে আদৰণি জনোৱাৰ লগতে ক্ষোভো প্ৰকাশ কৰিছে। ঘটনা সন্দৰ্ভত স্থানীয় ৰাইজে জিলা প্ৰশাসনৰ ওচৰত উচ্চ পৰ্যায়ৰ তদন্তৰ দাবী জনাইছে। এই সন্দৰ্ভত বিভাগীয় কৰ্তৃপক্ষই কোনো ব্যৱস্থা গ্ৰহণ নকৰাত ৰাইজৰ মাজত তীব্ৰ প্ৰতিক্ৰিয়াৰ সৃষ্টি হৈছে। সচেতন মহলে বিষয়টো গুৰুত্বসহকাৰে ল’বলৈ চৰকাৰক আহ্বান জনাইছে। স্থানীয় সংবাদদাতাই জনোৱা মতে ঘটনাটোৱে সমগ্ৰ জিলাখনতে তীব্ৰ চাঞ্চল্যৰ সৃষ্টি কৰিছে। উল্লেখ্য যে যোৱা কেইবাদিনৰ পৰা অঞ্চলটোত এনে ঘটনাই ৰাইজক আতংকিত কৰি তুলিছে। ইয়াৰ উপৰিও অঞ্চলটোৰ বিভিন্ন সমস্যা সমাধানৰ বাবে প্ৰশাসনে প্ৰতিশ্ৰুতি প্ৰদান কৰে।	[709, 1071, 924, 1258]
column-2	[243, 111, 473, 1547]
horoscope-title: আপোনাৰ আজিৰ দিনটো	[25, 720, 232, 754]
